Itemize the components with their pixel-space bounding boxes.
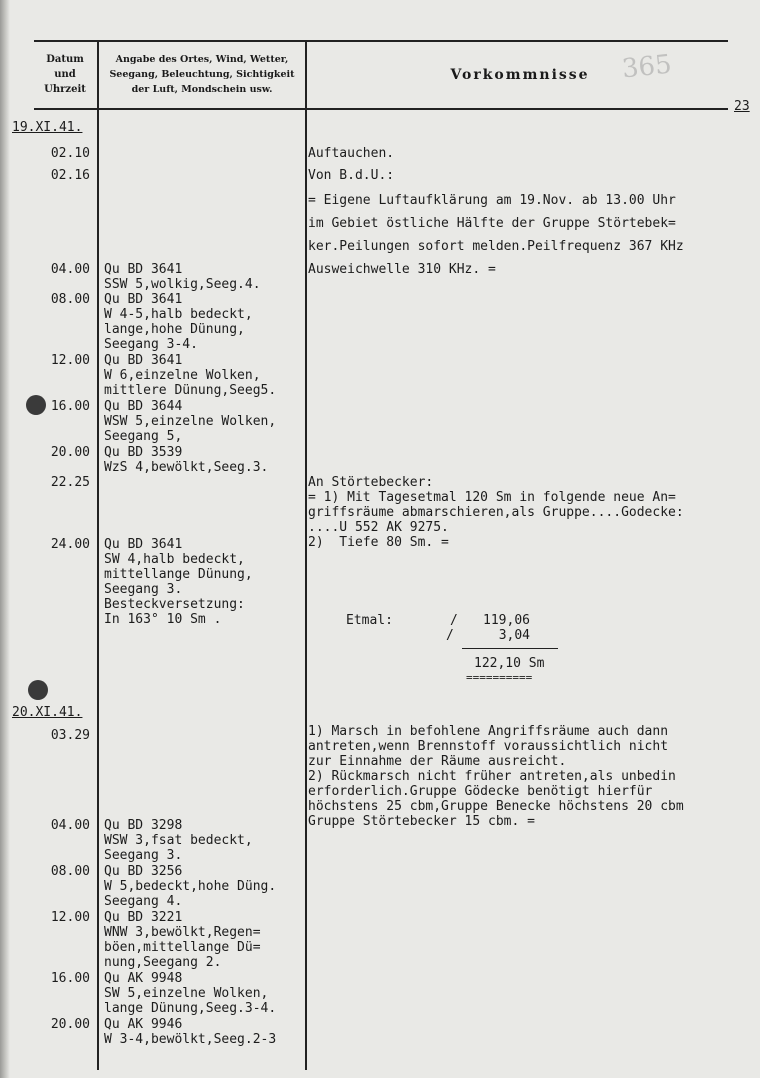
header-col-location-line: der Luft, Mondschein usw. <box>131 84 273 95</box>
entry-event: Ausweichwelle 310 KHz. = <box>308 262 496 277</box>
entry-position: Qu BD 3644 WSW 5,einzelne Wolken, Seegang 5, <box>104 399 277 444</box>
entry-position: Qu BD 3539 WzS 4,bewölkt,Seeg.3. <box>104 445 269 475</box>
entry-event: 1) Marsch in befohlene Angriffsräume auch dann antreten,wenn Brennstoff voraussichtlich nicht zur Einnahme der Räume ausreicht. 2) Rückmarsch nicht früher antreten,als unbedin erforderlich.Gruppe Gödecke benötigt hierfür höchstens 25 cbm,Gruppe Benecke höchstens 20 cbm Gruppe Störtebecker 15 cbm. = <box>308 724 684 829</box>
date-entry: 20.XI.41. <box>12 705 83 720</box>
header-col-date-line: Datum <box>46 54 84 65</box>
entry-position: Qu BD 3221 WNW 3,bewölkt,Regen= böen,mittellange Dü= nung,Seegang 2. <box>104 910 261 970</box>
check-mark: / <box>450 613 458 628</box>
header-bottom-rule <box>34 108 728 110</box>
entry-time: 04.00 <box>50 262 90 277</box>
page-edge-shadow <box>0 0 10 1078</box>
entry-time: 20.00 <box>50 445 90 460</box>
entry-time: 20.00 <box>50 1017 90 1032</box>
sum-rule <box>462 648 558 649</box>
entry-event: = Eigene Luftaufklärung am 19.Nov. ab 13.00 Uhr <box>308 193 676 208</box>
entry-time: 04.00 <box>50 818 90 833</box>
entry-position: Qu BD 3298 WSW 3,fsat bedeckt, Seegang 3. <box>104 818 253 863</box>
column-divider-1 <box>97 40 99 1070</box>
entry-event: Auftauchen. <box>308 146 395 161</box>
entry-time: 16.00 <box>50 971 90 986</box>
header-col-location <box>99 52 305 97</box>
punch-hole <box>28 680 48 700</box>
entry-position: Qu BD 3256 W 5,bedeckt,hohe Düng. Seegang 4. <box>104 864 277 909</box>
entry-position: Qu BD 3641 SSW 5,wolkig,Seeg.4. <box>104 262 261 292</box>
entry-position: Qu BD 3641 W 6,einzelne Wolken, mittlere Dünung,Seeg5. <box>104 353 277 398</box>
header-col-date <box>34 52 96 97</box>
column-divider-2 <box>305 40 307 1070</box>
entry-time: 02.16 <box>50 168 90 183</box>
entry-time: 24.00 <box>50 537 90 552</box>
etmal-value: 3,04 <box>498 628 530 643</box>
page-number: 23 <box>734 99 750 114</box>
header-top-rule <box>34 40 728 42</box>
entry-time: 08.00 <box>50 864 90 879</box>
entry-event: ker.Peilungen sofort melden.Peilfrequenz 367 KHz <box>308 239 684 254</box>
entry-event: Von B.d.U.: <box>308 168 395 183</box>
etmal-value: 119,06 <box>483 613 530 628</box>
entry-time: 03.29 <box>50 728 90 743</box>
entry-event: im Gebiet östliche Hälfte der Gruppe Störtebek= <box>308 216 676 231</box>
entry-time: 12.00 <box>50 353 90 368</box>
header-col-date-line: Uhrzeit <box>44 84 86 95</box>
header-col-date-line: und <box>54 69 76 80</box>
entry-time: 12.00 <box>50 910 90 925</box>
date-entry: 19.XI.41. <box>12 120 83 135</box>
entry-time: 08.00 <box>50 292 90 307</box>
header-col-location-line: Seegang, Beleuchtung, Sichtigkeit <box>109 69 295 80</box>
archive-stamp: 365 <box>620 49 674 85</box>
etmal-total: 122,10 Sm <box>474 656 545 671</box>
header-col-events: Vorkommnisse <box>450 67 590 83</box>
entry-event: An Störtebecker: = 1) Mit Tagesetmal 120 Sm in folgende neue An= griffsräume abmarschieren,als Gruppe....Godecke: ....U 552 AK 9275. 2) Tiefe 80 Sm. = <box>308 475 684 550</box>
entry-position: Qu BD 3641 W 4-5,halb bedeckt, lange,hohe Dünung, Seegang 3-4. <box>104 292 253 352</box>
etmal-double-underline: ========== <box>466 671 533 684</box>
entry-time: 22.25 <box>50 475 90 490</box>
entry-position: Qu AK 9948 SW 5,einzelne Wolken, lange Dünung,Seeg.3-4. <box>104 971 277 1016</box>
entry-time: 02.10 <box>50 146 90 161</box>
check-mark: / <box>446 628 454 643</box>
entry-time: 16.00 <box>50 399 90 414</box>
header-col-location-line: Angabe des Ortes, Wind, Wetter, <box>115 54 289 65</box>
entry-position: Qu AK 9946 W 3-4,bewölkt,Seeg.2-3 <box>104 1017 277 1047</box>
entry-position: Qu BD 3641 SW 4,halb bedeckt, mittellange Dünung, Seegang 3. Besteckversetzung: In 163° 10 Sm . <box>104 537 253 627</box>
etmal-label: Etmal: <box>346 613 393 628</box>
